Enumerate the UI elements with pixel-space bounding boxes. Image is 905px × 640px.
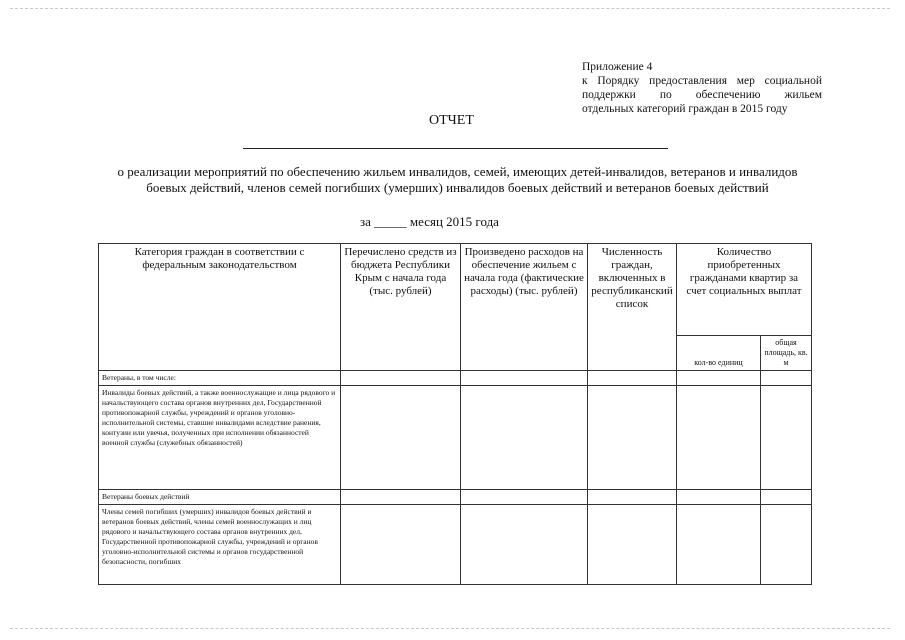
row-category: Инвалиды боевых действий, а также военнослужащие и лица рядового и начальствующего состава органов внутренних дел, Государственной противопожарной службы, учреждений и органов уголовно- исполнительной системы, ставшие инвалидами вследствие ранения, контузии или увечья, полученных при исполнении обязанностей военной службы (служебных обязанностей) [99, 386, 341, 490]
table-cell [588, 505, 677, 585]
report-subject: о реализации мероприятий по обеспечению жильем инвалидов, семей, имеющих детей-инвалидов, ветеранов и инвалидов боевых действий, членов семей погибших (умерших) инвалидов боевых действий и ветеранов боевых действий [117, 164, 798, 195]
scan-edge-top [10, 8, 890, 9]
annex-line-1: Приложение 4 [582, 61, 653, 73]
table-cell [761, 490, 812, 505]
header-units: кол-во единиц [677, 336, 761, 371]
report-title: ОТЧЕТ [429, 113, 474, 128]
header-count: Численность граждан, включенных в республиканский список [588, 244, 677, 371]
table-cell [341, 490, 461, 505]
table-cell [761, 505, 812, 585]
table-row [99, 371, 812, 386]
header-spent: Произведено расходов на обеспечение жильем с начала года (фактические расходы) (тыс. рублей) [461, 244, 588, 371]
table-cell [761, 386, 812, 490]
table-row [99, 505, 812, 585]
table-cell [588, 490, 677, 505]
table-row [99, 490, 812, 505]
table-cell [677, 490, 761, 505]
table-cell [341, 386, 461, 490]
table-row [99, 386, 812, 490]
header-area: общая площадь, кв. м [761, 336, 812, 371]
header-row [99, 244, 812, 336]
row-category: Ветераны, в том числе: [99, 371, 341, 386]
annex-line-2: к Порядку предоставления мер социальной [582, 75, 822, 87]
table-cell [341, 505, 461, 585]
header-apartments: Количество приобретенных гражданами квартир за счет социальных выплат [677, 244, 812, 336]
annex-line-3: поддержки по обеспечению жильем [582, 89, 822, 101]
table-cell [341, 371, 461, 386]
annex-block [582, 60, 822, 116]
header-category: Категория граждан в соответствии с федеральным законодательством [99, 244, 341, 371]
table-cell [588, 386, 677, 490]
table-cell [588, 371, 677, 386]
header-transferred: Перечислено средств из бюджета Республики Крым с начала года (тыс. рублей) [341, 244, 461, 371]
title-underline [243, 148, 668, 149]
table-cell [677, 386, 761, 490]
table-cell [461, 386, 588, 490]
report-table [98, 243, 812, 585]
table-cell [677, 505, 761, 585]
row-category: Ветераны боевых действий [99, 490, 341, 505]
table-cell [461, 490, 588, 505]
report-period: за _____ месяц 2015 года [360, 214, 499, 229]
table-cell [461, 505, 588, 585]
annex-line-4: отдельных категорий граждан в 2015 году [582, 103, 788, 115]
scan-edge-bottom [10, 628, 890, 629]
row-category: Члены семей погибших (умерших) инвалидов боевых действий и ветеранов боевых действий, члены семей военнослужащих и лиц рядового и начальствующего состава органов внутренних дел, Государственной противопожарной службы, учреждений и органов уголовно-исполнительной системы и органов государственной безопасности, погибших [99, 505, 341, 585]
table-cell [761, 371, 812, 386]
table-cell [677, 371, 761, 386]
table-cell [461, 371, 588, 386]
